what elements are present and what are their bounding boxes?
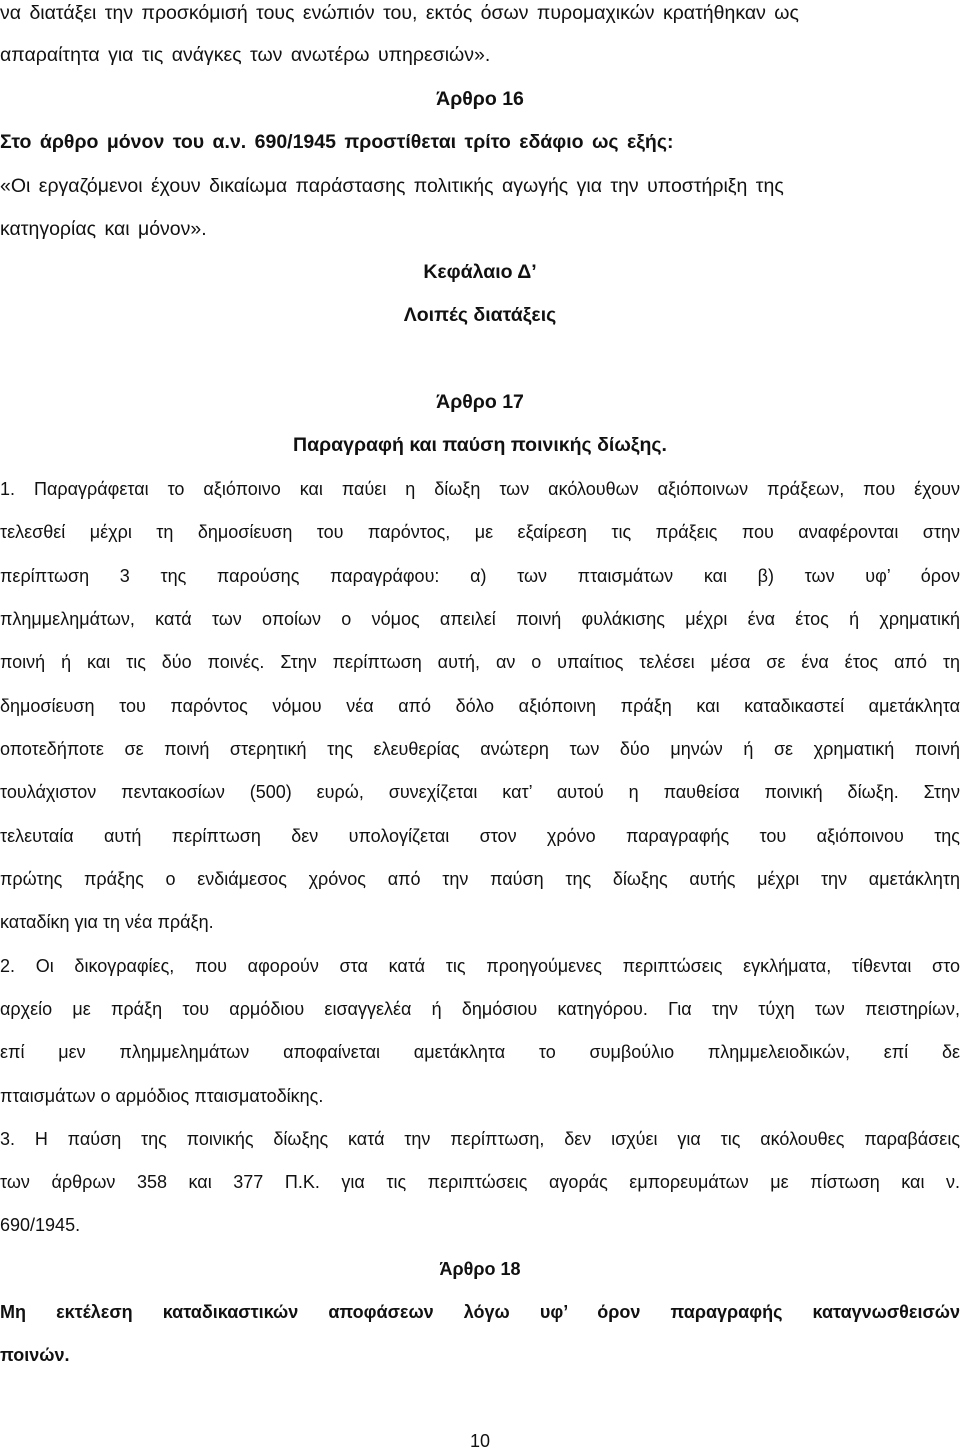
paragraph-line: πταισμάτων ο αρμόδιος πταισματοδίκης.: [0, 1086, 324, 1106]
article-17-title: Άρθρο 17: [436, 391, 524, 413]
body-line: Στο άρθρο μόνον του α.ν. 690/1945 προστίθεται τρίτο εδάφιο ως εξής:: [0, 131, 674, 153]
paragraph-line: πλημμελημάτων, κατά των οποίων ο νόμος απειλεί ποινή φυλάκισης μέχρι ένα έτος ή χρηματική: [0, 609, 960, 629]
paragraph-line: οποτεδήποτε σε ποινή στερητική της ελευθερίας ανώτερη των δύο μηνών ή σε χρηματική ποινή: [0, 739, 960, 759]
paragraph-line: δημοσίευση του παρόντος νόμου νέα από δόλο αξιόποινη πράξη και καταδικαστεί αμετάκλητα: [0, 696, 960, 716]
paragraph-line: καταδίκη για τη νέα πράξη.: [0, 912, 214, 932]
paragraph-line: πρώτης πράξης ο ενδιάμεσος χρόνος από την παύση της δίωξης αυτής μέχρι την αμετάκλητη: [0, 869, 960, 889]
chapter-subtitle: Λοιπές διατάξεις: [403, 304, 557, 326]
page-number: 10: [469, 1431, 491, 1451]
paragraph-line: 3. Η παύση της ποινικής δίωξης κατά την περίπτωση, δεν ισχύει για τις ακόλουθες παραβάσεις: [0, 1129, 960, 1149]
paragraph-line: 2. Οι δικογραφίες, που αφορούν στα κατά τις προηγούμενες περιπτώσεις εγκλήματα, τίθενται στο: [0, 956, 960, 976]
paragraph-line: 1. Παραγράφεται το αξιόποινο και παύει η δίωξη των ακόλουθων αξιόποινων πράξεων, που έχουν: [0, 479, 960, 499]
body-line: απαραίτητα για τις ανάγκες των ανωτέρω υπηρεσιών».: [0, 44, 491, 66]
paragraph-line: των άρθρων 358 και 377 Π.Κ. για τις περιπτώσεις αγοράς εμπορευμάτων με πίστωση και ν.: [0, 1172, 960, 1192]
paragraph-line: τουλάχιστον πεντακοσίων (500) ευρώ, συνεχίζεται κατ’ αυτού η παυθείσα ποινική δίωξη. Στην: [0, 782, 960, 802]
article-16-title: Άρθρο 16: [436, 88, 524, 110]
body-line: «Οι εργαζόμενοι έχουν δικαίωμα παράστασης πολιτικής αγωγής για την υποστήριξη της: [0, 175, 784, 197]
paragraph-line: τελεσθεί μέχρι τη δημοσίευση του παρόντος, με εξαίρεση τις πράξεις που αναφέρονται στην: [0, 522, 960, 542]
article-18-heading-cont: ποινών.: [0, 1345, 70, 1365]
paragraph-line: τελευταία αυτή περίπτωση δεν υπολογίζεται στον χρόνο παραγραφής του αξιόποινου της: [0, 826, 960, 846]
paragraph-line: περίπτωση 3 της παρούσης παραγράφου: α) των πταισμάτων και β) των υφ’ όρον: [0, 566, 960, 586]
article-18-heading: Μη εκτέλεση καταδικαστικών αποφάσεων λόγω υφ’ όρον παραγραφής καταγνωσθεισών: [0, 1302, 960, 1322]
paragraph-line: 690/1945.: [0, 1215, 81, 1235]
body-line: να διατάξει την προσκόμισή τους ενώπιόν του, εκτός όσων πυρομαχικών κρατήθηκαν ως: [0, 2, 799, 24]
body-line: κατηγορίας και μόνον».: [0, 218, 207, 240]
article-18-title: Άρθρο 18: [439, 1259, 521, 1279]
paragraph-line: επί μεν πλημμελημάτων αποφαίνεται αμετάκλητα το συμβούλιο πλημμελειοδικών, επί δε: [0, 1042, 960, 1062]
chapter-title: Κεφάλαιο Δ’: [423, 261, 537, 283]
paragraph-line: ποινή ή και τις δύο ποινές. Στην περίπτωση αυτή, αν ο υπαίτιος τελέσει μέσα σε ένα έτος από τη: [0, 652, 960, 672]
paragraph-line: αρχείο με πράξη του αρμόδιου εισαγγελέα ή δημόσιου κατηγόρου. Για την τύχη των πειστηρίων,: [0, 999, 960, 1019]
article-17-heading: Παραγραφή και παύση ποινικής δίωξης.: [293, 434, 667, 456]
